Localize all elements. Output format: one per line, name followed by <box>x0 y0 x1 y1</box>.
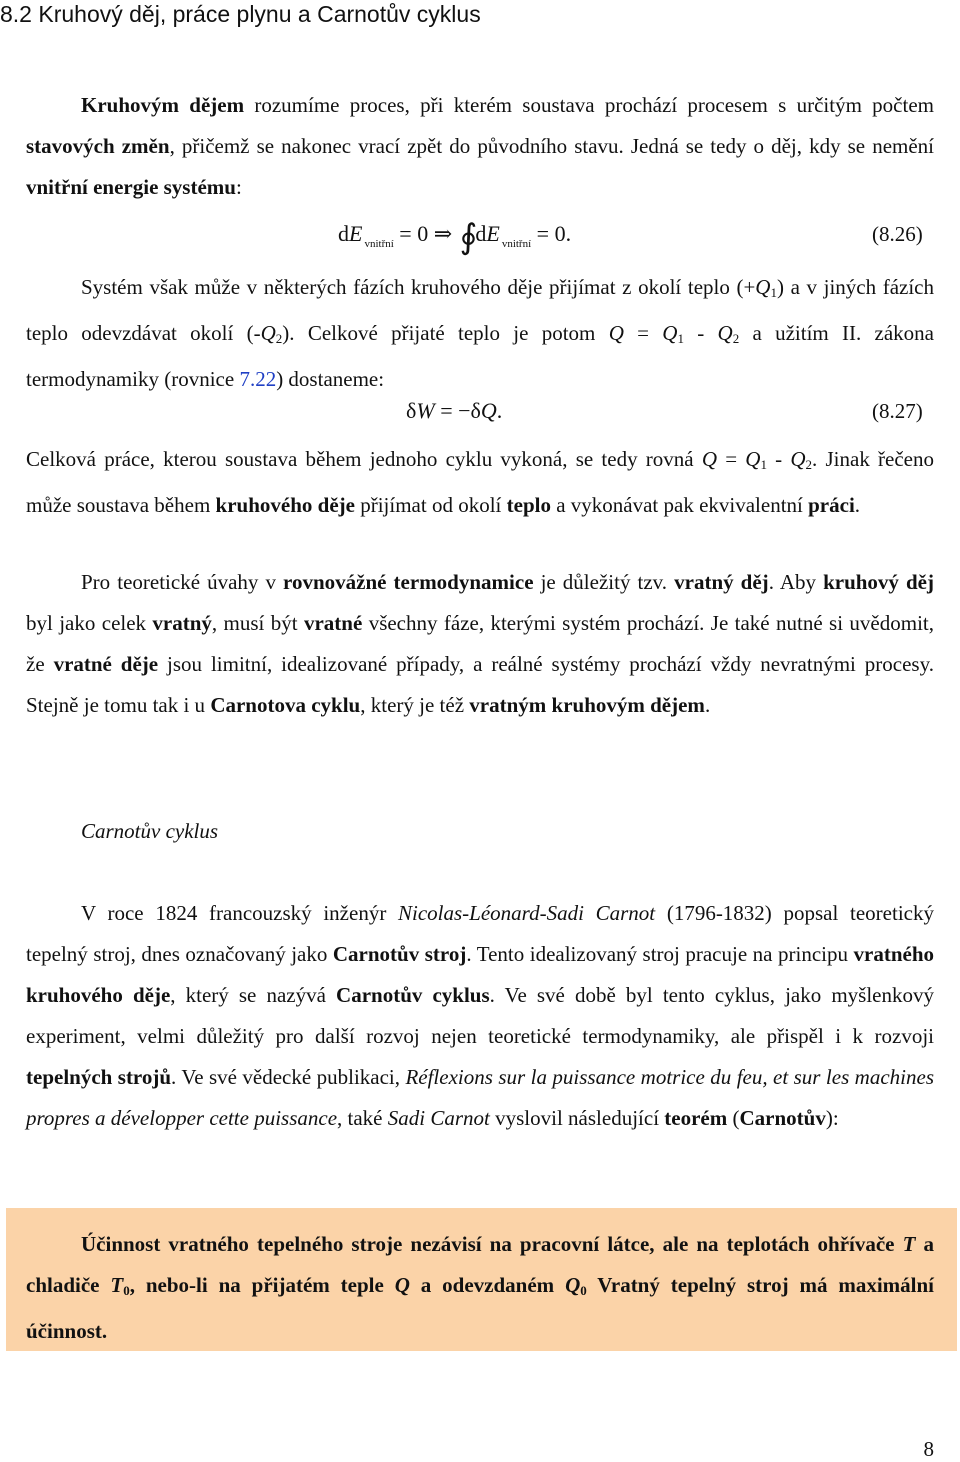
paragraph-heat-exchange: Systém však může v některých fázích kruhového děje přijímat z okolí teplo $(+Q_1)$ a v jiných fázích teplo odevzdávat okolí $(-Q_2)$. Celkové přijaté teplo je potom $Q = Q_1 - Q_2$ a užitím II. zákona termodynamiky (rovnice 7.22) dostaneme: <box>26 275 935 391</box>
equation-8-27: δW = −δQ. <box>406 398 503 423</box>
page-number: 8 <box>923 1437 934 1461</box>
equation-number-8-26: (8.26) <box>872 222 923 246</box>
paragraph-total-work: Celková práce, kterou soustava během jednoho cyklu vykoná, se tedy rovná $Q = Q_1 - Q_2$. Jinak řečeno může soustava během kruhového děje přijímat od okolí teplo a vykonávat pak ekvivalentní práci. <box>26 447 935 517</box>
equation-8-26: dE $_{vnitřní}$ = 0 ⇒ ∮dE $_{vnitřní}$ = 0. <box>338 219 572 256</box>
section-title: 8.2 Kruhový děj, práce plynu a Carnotův cyklus <box>0 1 481 27</box>
paragraph-reversible-process: Pro teoretické úvahy v rovnovážné termodynamice je důležitý tzv. vratný děj. Aby kruhový děj byl jako celek vratný, musí být vratné všechny fáze, kterými systém prochází. Je také nutné si uvědomit, že vratné děje jsou limitní, idealizované případy, a reálné systémy prochází vždy nevratnými procesy. Stejně je tomu tak i u Carnotova cyklu, který je též vratným kruhovým dějem. <box>26 570 934 717</box>
paragraph-circular-process: Kruhovým dějem rozumíme proces, při kterém soustava prochází procesem s určitým počtem stavových změn, přičemž se nakonec vrací zpět do původního stavu. Jedná se tedy o děj, kdy se nemění vnitřní energie systému: <box>26 93 935 199</box>
carnot-theorem: Účinnost vratného tepelného stroje nezávisí na pracovní látce, ale na teplotách ohřívače T a chladiče $T_0$, nebo-li na přijatém teple Q a odevzdaném $Q_0$ Vratný tepelný stroj má maximální účinnost. <box>26 1232 935 1343</box>
subheading-carnot-cycle: Carnotův cyklus <box>81 819 219 843</box>
equation-reference-link[interactable]: 7.22 <box>239 367 277 391</box>
paragraph-carnot-history: V roce 1824 francouzský inženýr Nicolas-Léonard-Sadi Carnot (1796-1832) popsal teoretický tepelný stroj, dnes označovaný jako Carnotův stroj. Tento idealizovaný stroj pracuje na principu vratného kruhového děje, který se nazývá Carnotův cyklus. Ve své době byl tento cyklus, jako myšlenkový experiment, velmi důležitý pro další rozvoj nejen teoretické termodynamiky, ale přispěl i k rozvoji tepelných strojů. Ve své vědecké publikaci, Réflexions sur la puissance motrice du feu, et sur les machines propres a développer cette puissance, také Sadi Carnot vyslovil následující teorém (Carnotův): <box>26 901 934 1130</box>
equation-number-8-27: (8.27) <box>872 399 923 423</box>
